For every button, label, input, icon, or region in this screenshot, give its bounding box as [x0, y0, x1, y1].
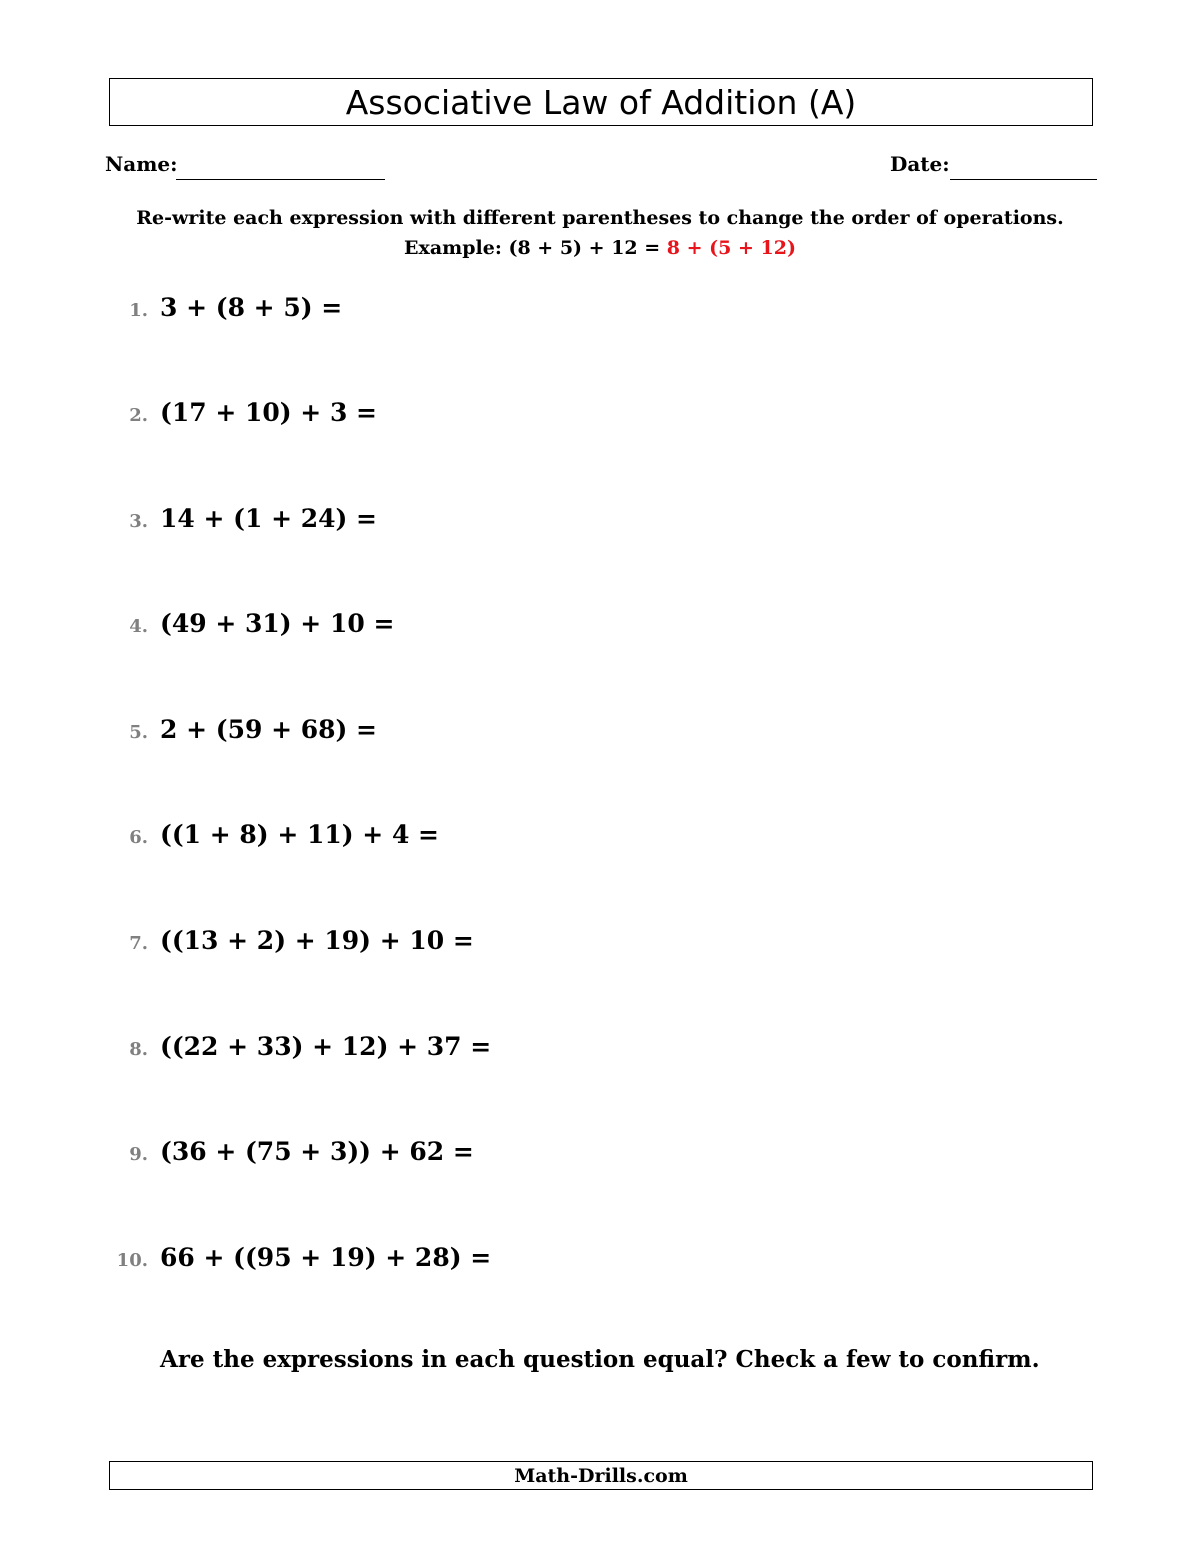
- problem-7: [100, 926, 474, 955]
- problem-9: [100, 1137, 474, 1166]
- problem-3: [100, 504, 377, 533]
- instructions: [109, 203, 1091, 263]
- problem-expression: 3 + (8 + 5) =: [160, 293, 343, 322]
- problem-number: 5.: [129, 722, 148, 743]
- footer-box: [109, 1461, 1093, 1490]
- problem-expression: 14 + (1 + 24) =: [160, 504, 377, 533]
- problem-6: [100, 820, 439, 849]
- worksheet-title: Associative Law of Addition (A): [345, 82, 857, 122]
- problem-number: 4.: [129, 616, 148, 637]
- problem-number: 8.: [129, 1039, 148, 1060]
- example-prefix: Example: (8 + 5) + 12 =: [404, 237, 661, 259]
- title-box: [109, 78, 1093, 126]
- problem-expression: ((22 + 33) + 12) + 37 =: [160, 1032, 492, 1061]
- name-line: [176, 179, 385, 180]
- footer-text: Math-Drills.com: [514, 1464, 688, 1487]
- problem-expression: (17 + 10) + 3 =: [160, 398, 377, 427]
- problem-expression: 66 + ((95 + 19) + 28) =: [160, 1243, 492, 1272]
- problem-4: [100, 609, 394, 638]
- date-line: [950, 179, 1097, 180]
- problem-number: 2.: [129, 405, 148, 426]
- problem-number: 6.: [129, 827, 148, 848]
- problem-expression: ((1 + 8) + 11) + 4 =: [160, 820, 440, 849]
- problem-number: 10.: [116, 1250, 148, 1271]
- problem-5: [100, 715, 377, 744]
- example-answer: 8 + (5 + 12): [666, 237, 796, 259]
- problem-expression: (49 + 31) + 10 =: [160, 609, 395, 638]
- problem-number: 1.: [129, 300, 148, 321]
- problem-8: [100, 1032, 491, 1061]
- problem-expression: 2 + (59 + 68) =: [160, 715, 377, 744]
- example-line: [109, 233, 1091, 263]
- date-label: Date:: [890, 152, 950, 176]
- problem-number: 9.: [129, 1144, 148, 1165]
- problem-2: [100, 398, 377, 427]
- problem-expression: (36 + (75 + 3)) + 62 =: [160, 1137, 474, 1166]
- name-label: Name:: [105, 152, 178, 176]
- closing-question: Are the expressions in each question equal? Check a few to confirm.: [160, 1346, 1040, 1373]
- problem-10: [100, 1243, 491, 1272]
- problem-number: 7.: [129, 933, 148, 954]
- problem-1: [100, 293, 342, 322]
- problem-number: 3.: [129, 511, 148, 532]
- problem-expression: ((13 + 2) + 19) + 10 =: [160, 926, 474, 955]
- instructions-line: Re-write each expression with different parentheses to change the order of operations.: [136, 207, 1064, 229]
